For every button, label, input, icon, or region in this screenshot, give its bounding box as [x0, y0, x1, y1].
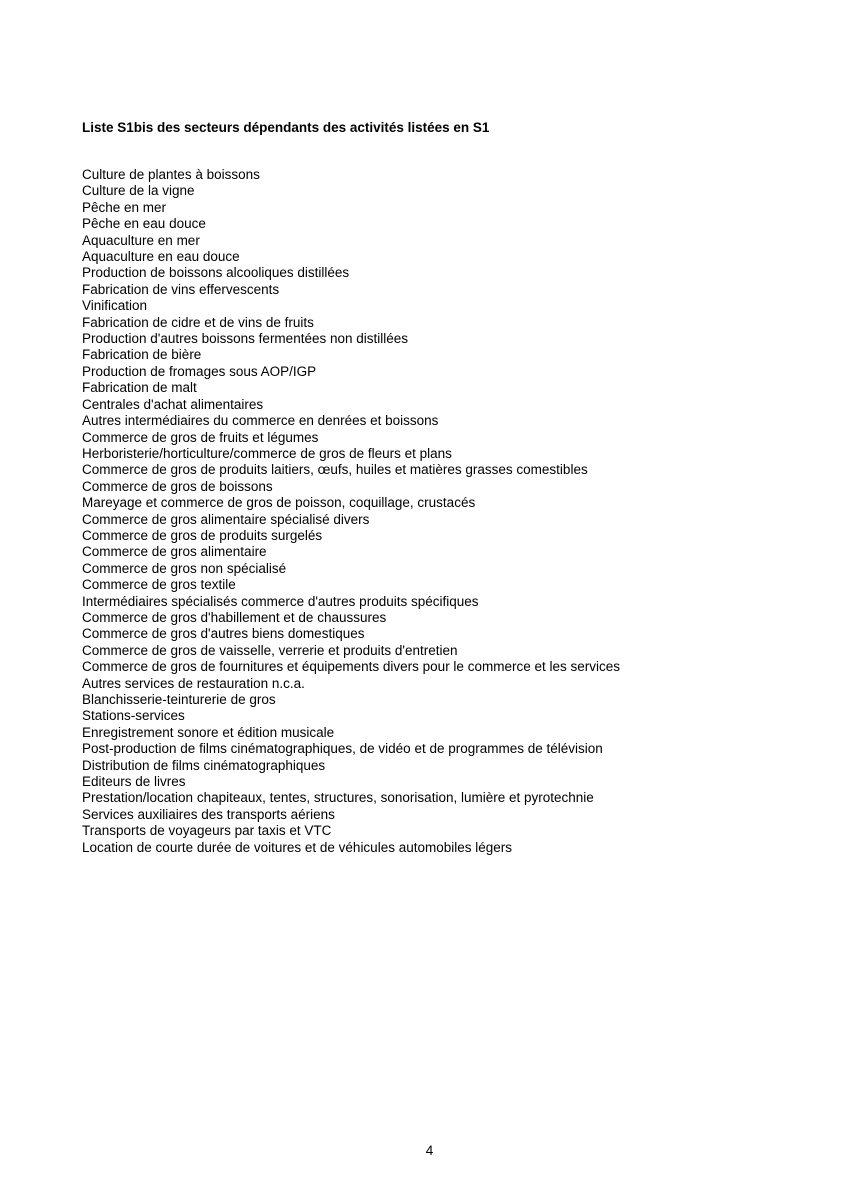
- sector-list: [82, 167, 620, 856]
- sector-list-item: Commerce de gros d'habillement et de chaussures: [82, 609, 387, 625]
- sector-list-item: Pêche en eau douce: [82, 216, 206, 232]
- sector-list-item: Commerce de gros de produits laitiers, œufs, huiles et matières grasses comestibles: [82, 462, 588, 478]
- sector-list-item: Transports de voyageurs par taxis et VTC: [82, 823, 332, 839]
- sector-list-item: Aquaculture en mer: [82, 232, 200, 248]
- sector-list-item: Culture de la vigne: [82, 183, 195, 199]
- page-number: 4: [425, 1143, 434, 1158]
- sector-list-item: Commerce de gros de boissons: [82, 478, 273, 494]
- sector-list-item: Commerce de gros textile: [82, 577, 236, 593]
- sector-list-item: Commerce de gros de fournitures et équipements divers pour le commerce et les services: [82, 659, 620, 675]
- sector-list-item: Production de fromages sous AOP/IGP: [82, 363, 317, 379]
- sector-list-item: Fabrication de malt: [82, 380, 197, 396]
- sector-list-item: Production d'autres boissons fermentées non distillées: [82, 331, 409, 347]
- sector-list-item: Autres intermédiaires du commerce en denrées et boissons: [82, 413, 439, 429]
- sector-list-item: Autres services de restauration n.c.a.: [82, 675, 305, 691]
- sector-list-item: Commerce de gros de vaisselle, verrerie et produits d'entretien: [82, 642, 458, 658]
- sector-list-item: Vinification: [82, 298, 148, 314]
- sector-list-item: Stations-services: [82, 708, 185, 724]
- sector-list-item: Blanchisserie-teinturerie de gros: [82, 692, 276, 707]
- sector-list-item: Intermédiaires spécialisés commerce d'autres produits spécifiques: [82, 593, 479, 609]
- sector-list-item: Aquaculture en eau douce: [82, 249, 240, 265]
- sector-list-item: Prestation/location chapiteaux, tentes, structures, sonorisation, lumière et pyrotechnie: [82, 790, 594, 806]
- sector-list-item: Fabrication de cidre et de vins de fruits: [82, 314, 314, 330]
- sector-list-item: Editeurs de livres: [82, 774, 186, 790]
- sector-list-item: Location de courte durée de voitures et de véhicules automobiles légers: [82, 839, 513, 855]
- sector-list-item: Centrales d'achat alimentaires: [82, 396, 264, 412]
- sector-list-item: Commerce de gros alimentaire spécialisé divers: [82, 511, 370, 527]
- sector-list-item: Enregistrement sonore et édition musicale: [82, 724, 335, 740]
- sector-list-item: Commerce de gros alimentaire: [82, 544, 267, 560]
- sector-list-item: Fabrication de vins effervescents: [82, 281, 280, 297]
- sector-list-item: Services auxiliaires des transports aériens: [82, 806, 335, 822]
- sector-list-item: Post-production de films cinématographiques, de vidéo et de programmes de télévision: [82, 741, 603, 757]
- sector-list-item: Commerce de gros d'autres biens domestiques: [82, 626, 365, 642]
- sector-list-item: Commerce de gros de fruits et légumes: [82, 429, 319, 445]
- sector-list-item: Commerce de gros de produits surgelés: [82, 527, 323, 543]
- document-title: Liste S1bis des secteurs dépendants des activités listées en S1: [82, 120, 490, 135]
- sector-list-item: Culture de plantes à boissons: [82, 167, 260, 182]
- sector-list-item: Herboristerie/horticulture/commerce de gros de fleurs et plans: [82, 445, 452, 461]
- sector-list-item: Commerce de gros non spécialisé: [82, 560, 287, 576]
- sector-list-item: Distribution de films cinématographiques: [82, 757, 326, 773]
- sector-list-item: Pêche en mer: [82, 199, 167, 215]
- sector-list-item: Mareyage et commerce de gros de poisson, coquillage, crustacés: [82, 495, 476, 511]
- sector-list-item: Fabrication de bière: [82, 347, 202, 363]
- sector-list-item: Production de boissons alcooliques distillées: [82, 265, 350, 281]
